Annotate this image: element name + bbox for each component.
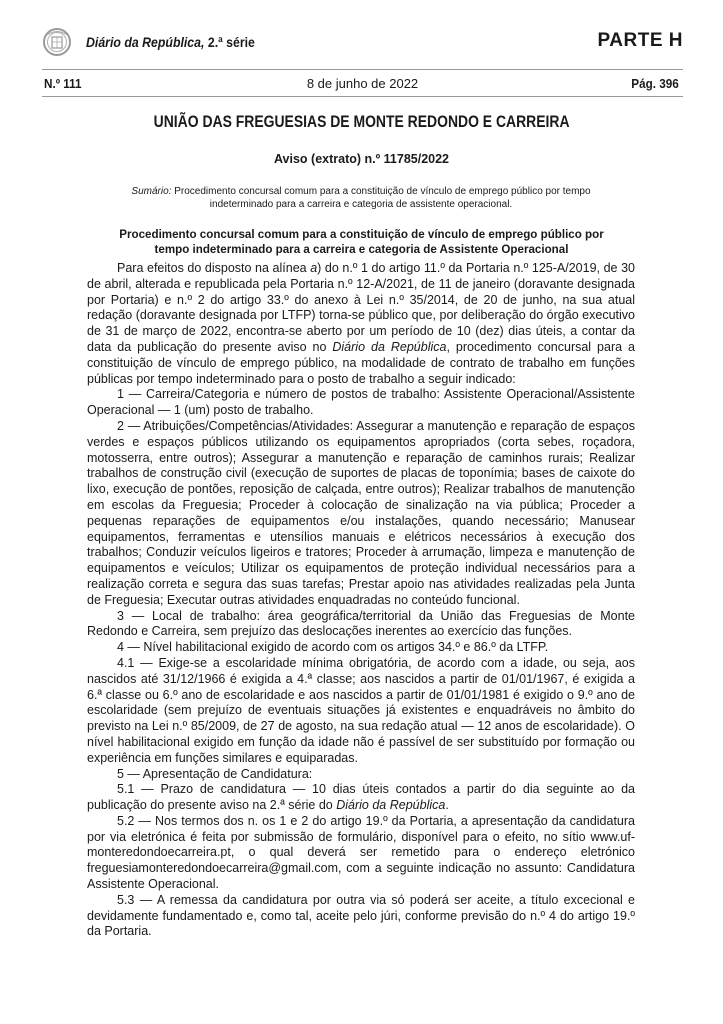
section-5-2: 5.2 — Nos termos dos n. os 1 e 2 do artigo 19.º da Portaria, a apresentação da candidatura por via eletrónica é feita por submissão de formulário, disponível para o efeito, no sítio www.uf-monteredondoecarreira.pt, o qual deverá ser remetido para o endereço eletrónico freguesiamonteredondoecarreira@gmail.com, com a seguinte indicação no assunto: Candidatura Assistente Operacional. [87,813,635,892]
issue-date: 8 de junho de 2022 [306,76,419,91]
issue-meta-row [42,74,683,94]
section-5: 5 — Apresentação de Candidatura: [117,766,313,781]
summary-text: Procedimento concursal comum para a constituição de vínculo de emprego público por tempo indeterminado para a carreira e categoria de assistente operacional. [171,186,591,210]
section-3: 3 — Local de trabalho: área geográfica/territorial da União das Freguesias de Monte Redondo e Carreira, sem prejuízo das deslocações inerentes ao exercício das funções. [87,608,635,639]
summary-label: Sumário: [131,186,172,197]
section-4-1: 4.1 — Exige-se a escolaridade mínima obrigatória, de acordo com a idade, ou seja, aos nascidos até 31/12/1966 é exigida a 4.ª classe; aos nascidos a partir de 01/01/1967, é exigida a 6.ª classe ou 6.º ano de escolaridade e aos nascidos a partir de 01/01/1981 é exigido o 9.º ano de escolaridade (sem prejuízo de eventuais situações já existentes e enquadráveis no âmbito do previsto na Lei n.º 85/2009, de 27 de agosto, na sua redação atual — 12 anos de escolaridade). O nível habilitacional exigido em função da idade não é passível de ser substituído por formação ou experiência em funções similares e equiparadas. [87,655,635,765]
section-5-1: 5.1 — Prazo de candidatura — 10 dias úteis contados a partir do dia seguinte ao da publicação do presente aviso na 2.ª série do Diário da República. [87,782,635,813]
issue-number: N.º 111 [44,76,82,91]
part-label: PARTE H [597,30,683,51]
notice-body [87,261,635,940]
issuing-entity: UNIÃO DAS FREGUESIAS DE MONTE REDONDO E CARREIRA [153,112,570,131]
section-4: 4 — Nível habilitacional exigido de acordo com os artigos 34.º e 86.º da LTFP. [117,640,549,655]
page-number: Pág. 396 [631,76,679,91]
email-link[interactable]: freguesiamonteredondoecarreira@gmail.com [87,861,339,876]
coat-of-arms-icon [42,26,72,58]
procedure-title: Procedimento concursal comum para a constituição de vínculo de emprego público por tempo indeterminado para a carreira e categoria de Assistente Operacional [119,228,604,256]
notice-title: Aviso (extrato) n.º 11785/2022 [273,152,450,166]
section-5-3: 5.3 — A remessa da candidatura por outra via só poderá ser aceite, a título excecional e devidamente fundamentado e, como tal, aceite pelo júri, conforme previsão do n.º 4 do artigo 19.º da Portaria. [87,892,635,939]
summary [130,185,592,211]
intro-paragraph: Para efeitos do disposto na alínea a) do n.º 1 do artigo 11.º da Portaria n.º 125-A/2019, de 30 de abril, alterada e republicada pela Portaria n.º 12-A/2021, de 11 de janeiro (doravante designada por Portaria) e n.º 2 do artigo 33.º do anexo à Lei n.º 35/2014, de 20 de junho, na sua atual redação (doravante designada por LTFP) torna-se público que, por deliberação do órgão executivo de 31 de março de 2022, encontra-se aberto por um período de 10 (dez) dias úteis, a contar da data da publicação do presente aviso no Diário da República, procedimento concursal para a constituição de vínculo de emprego público, na modalidade de contrato de trabalho em funções públicas por tempo indeterminado para o posto de trabalho a seguir indicado: [87,261,636,386]
website-link[interactable]: www.uf-monteredondoecarreira.pt [87,829,635,860]
section-2: 2 — Atribuições/Competências/Atividades: Assegurar a manutenção e reparação de espaços verdes e espaços públicos utilizando os equipamentos apropriados (corta sebes, roçadora, motosserra, entre outros); Assegurar a manutenção e reparação de caminhos rurais; Realizar trabalhos de construção civil (execução de suportes de placas de toponímia; bases de caixote do lixo, execução de pontões, reposição de calçada, entre outros); Realizar trabalhos de manutenção em escolas da Freguesia; Proceder à colocação de sinalização na via pública; Proceder a pequenas reparações de equipamentos e/ou instalações, quando necessário; Manusear equipamentos, ferramentas e utensílios manuais e elétricos necessários à execução dos trabalhos; Conduzir veículos ligeiros e tratores; Proceder à arrumação, limpeza e manutenção de equipamentos e veículos; Utilizar os equipamentos de proteção individual necessários para a realização correta e segura das suas tarefas; Prestar apoio nas atividades realizadas pela Junta de Freguesia; Executar outras atividades enquadradas no conteúdo funcional. [87,418,635,607]
journal-title: Diário da República, 2.ª série [86,34,255,50]
header-divider-top [42,69,683,70]
journal-header [40,26,685,66]
section-1: 1 — Carreira/Categoria e número de postos de trabalho: Assistente Operacional/Assistente Operacional — 1 (um) posto de trabalho. [87,387,635,418]
header-divider-bottom [42,96,683,97]
